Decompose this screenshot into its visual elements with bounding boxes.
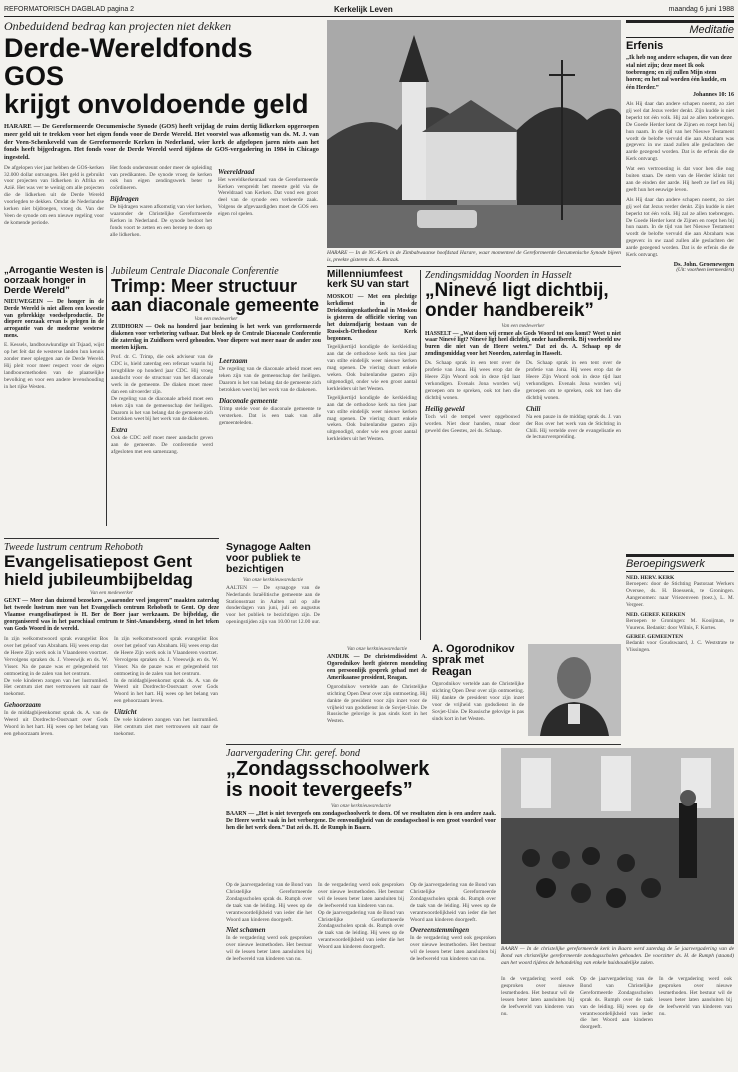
meditation-body: Als Hij daar dan andere schapen noemt, zo ziet gij wel dat Jezus verder denkt. Zijn kudde is niet beperkt tot één volk. Hij zal ze allen toebrengen. De Goede Herder kent de Zijnen en roept hen bij hun naam. In de tijd van het Nieuwe Testament wordt de belofte vervuld die aan Abraham was gegeven: in uw zaad zullen alle geslachten der aarde gezegend worden. Dat is de erfenis die de Kerk ontvangt. <box>626 101 734 163</box>
article-headline: „Arrogantie Westen is oorzaak honger in Derde Wereld” <box>4 265 104 296</box>
body-text: In zijn welkomstwoord sprak evangelist Bos over het geloof van Abraham. Hij wees erop dat de Heere Zijn werk ook in Vlaanderen voortzet. Vervolgens spraken ds. J. Vreeswijk en ds. W. Visser. Na de pauze was er gelegenheid tot ontmoeting in de zalen van het centrum. <box>4 636 108 677</box>
article-headline <box>226 759 496 801</box>
article-columns <box>425 360 621 441</box>
headline-line-2: hield jubileumbijbeldag <box>4 569 193 589</box>
meditation-title: Erfenis <box>626 40 664 52</box>
body-column: Op de jaarvergadering van de Bond van Christelijke Gereformeerde Zondagsscholen sprak ds. Rumph over de taak van de leiding. Hij wees op de verantwoordelijkheid van ieder die het Woord aan kinderen doorgeeft. <box>580 976 653 1031</box>
body-text: De regeling van de diaconale arbeid moet een teken zijn van de gemeenschap der heiligen. Daarom is het van belang dat de gemeente zich betrokken weet bij het werk van de diakenen. <box>219 366 321 393</box>
article-lead: GENT — Meer dan duizend bezoekers „waaronder veel jongeren” maakten zaterdag het tweede lustrum mee van het Evangelisch centrum Rehoboth te Gent. Op deze Vlaamse evangelisatiepost is H. Ber de Boer jaar werkzaam. De bijbeldag, die georganiseerd was in het parochiaal centrum te Sint-Amandsberg, stond in het teken van Gods Woord in de wereld. <box>4 598 219 633</box>
subheading: Bijdragen <box>110 195 139 204</box>
article-lead: BAARN — „Het is niet tevergeefs om zondagsschoolwerk te doen. Of we resultaten zien is een andere zaak. De Heere werkt vaak in het verborgene. De eenvoudigheid van de zondagsschool is een groot voordeel voor hen die het werk doen.” Dat zei ds. H. de Rumph in Baarn. <box>226 810 496 831</box>
article-headline: Synagoge Aalten voor publiek te bezichtigen <box>226 541 311 575</box>
church-photo <box>327 20 621 248</box>
body-text: Ook de CDC zelf moet meer aandacht geven aan de gemeente. De conferentie werd afgesloten met een samenzang. <box>111 435 213 456</box>
article-lead: HASSELT — „Wat doen wij ermee als Gods Woord tot ons komt? Weet u niet waar Ninevé ligt? Ninevé ligt heel dichtbij, onder handbereik. Bij voorbeeld uw buren die niet van de Heere weten.” Dat zei ds. A. Schaap op de zendingsmiddag voor het Noorden, zaterdag in Hasselt. <box>425 330 621 358</box>
article-lead: MOSKOU — Met een plechtige kerkdienst in de Driekoningenkathedraal in Moskou is gisteren de officiële viering van het duizendjarig bestaan van de Russisch-Orthodoxe Kerk begonnen. <box>327 293 417 342</box>
church-photo-caption: HARARE — In de NG-Kerk in de Zimbabwaanse hoofdstad Harare, waar momenteel de Gereformeerde Oecumenische Synode bijeen is, preekte gisteren ds. A. Bonzak. <box>327 250 621 263</box>
meditation-section-title: Meditatie <box>626 20 734 38</box>
article-kicker: Tweede lustrum centrum Rehoboth <box>4 542 143 553</box>
church-heading: NED. GEREF. KERKEN <box>626 611 686 618</box>
body-column <box>219 354 321 456</box>
body-column: De afgelopen vier jaar hebben de GOS-kerken 32.000 dollar ontvangen. Het geld is gebruikt voor projecten van lidkerken in Afrika en Azië. Het was ver te weinig om alle projecten die de lidkerken uit de Derde Wereld voorlegden te dekken. Omdat de Nederlandse kerken niet bijdroegen, vroeg ds. Van der Veen de synode om een nieuwe regeling voor de komende periode. <box>4 164 104 226</box>
article-body: E. Kessels, landbouwkundige uit Tsjaad, wijst op het feit dat de westerse landen hun kennis zonder meer opleggen aan de Derde Wereld. Hij pleit voor meer respect voor de eigen landbouwmethoden van de plaatselijke bevolking en voor een andere levenshouding in het rijke Westen. <box>4 342 104 390</box>
newspaper-page <box>4 4 734 1064</box>
meditation-body: Wat een vertroosting is dat voor hen die nog buiten staan. De stem van de Herder klinkt tot aan de einden der aarde. Hij heeft ze lief en Hij geeft hun het eeuwige leven. <box>626 166 734 193</box>
subheading: Weereldraad <box>218 167 255 176</box>
article-body: Tegelijkertijd kondigde de kerkleiding aan dat de orthodoxe kerk na tien jaar van stilte eindelijk weer nieuwe kerken mag openen. De viering duurt enkele weken. Ook buitenlandse gasten zijn uitgenodigd, onder wie een groot aantal kerkleiders uit het Westen. <box>327 394 417 443</box>
body-text: In de vergadering werd ook gesproken over nieuwe lesmethoden. Het bestuur wil de lessen beter laten aansluiten bij de leefwereld van kinderen van nu. <box>226 935 312 963</box>
subheading: Heilig geweld <box>425 404 465 413</box>
body-column: In de vergadering werd ook gesproken over nieuwe lesmethoden. Het bestuur wil de lessen beter laten aansluiten bij de leefwereld van kinderen van nu. <box>501 976 574 1017</box>
body-column <box>226 882 312 1062</box>
article-lead: HARARE — De Gereformeerde Oecumenische Synode (GOS) heeft vrijdag de ruim dertig lidkerken opgeroepen meer geld uit te trekken voor het eigen fonds voor de Derde Wereld. Het voorstel was afkomstig van ds. M. J. van der Veen-Schenkeveld van de Gereformeerde Kerken in Nederland, wier kerk de afgelopen jaren niets aan het fonds heeft bijgedragen. Het fonds voor de Derde Wereld werd tijdens de GOS-vergadering in 1984 in Chicago ingesteld. <box>4 123 319 161</box>
article-ogorodnikov-lead <box>327 644 427 754</box>
portrait-illustration <box>528 644 621 736</box>
paper-name: REFORMATORISCH DAGBLAD pagina 2 <box>4 6 135 13</box>
body-text: In de vergadering werd ook gesproken over nieuwe lesmethoden. Het bestuur wil de lessen beter laten aansluiten bij de leefwereld van kinderen van nu. <box>410 935 496 963</box>
headline-line-1: „Ninevé ligt dichtbij, <box>425 280 609 301</box>
meditation-body: Als Hij daar dan andere schapen noemt, zo ziet gij wel dat Jezus verder denkt. Zijn kudde is niet beperkt tot één volk. Hij zal ze allen toebrengen. De Goede Herder kent de Zijnen en roept hen bij hun naam. In de tijd van het Nieuwe Testament wordt de belofte vervuld die aan Abraham was gegeven: in uw zaad zullen alle geslachten der aarde gezegend worden. Dat is de erfenis die de Kerk ontvangt. <box>626 196 734 259</box>
body-text: Trimp stelde voor de diaconale gemeente te versterken. Dat is een taak van alle gemeenteleden. <box>219 405 321 426</box>
meeting-photo <box>501 748 734 944</box>
article-kicker: Jaarvergadering Chr. geref. bond <box>226 748 360 759</box>
article-nineve <box>425 270 621 640</box>
article-body: Ogorodnikov vertelde aan de Christelijke stichting Open Deur over zijn ontmoeting. Hij dankte de president voor zijn inzet voor de vrijheid van godsdienst in de Sovjet-Unie. De Russische gelovige is pas sinds kort in het Westen. <box>432 681 524 722</box>
body-column <box>4 636 108 738</box>
article-headline: Millenniumfeest kerk SU van start <box>327 269 409 291</box>
article-lead: ZUIDHORN — Ook na honderd jaar beziening is het werk van gereformeerde diakenen voor verbetering vatbaar. Dat bleek op de Centrale Diaconale Conferentie die zaterdag in Zuidhorn werd gehouden. Voor diepere wat meer naar de ander zou moeten kijken. <box>111 324 321 352</box>
article-headline <box>4 34 319 118</box>
church-heading: NED. HERV. KERK <box>626 575 675 581</box>
article-kicker: Zendingsmiddag Noorden in Hasselt <box>425 270 572 281</box>
article-lead: ANDIJK — De christendissident A. Ogorodnikov heeft gisteren mondeling een persoonlijk gesprek gehad met de Amerikaanse president, Reagan. <box>327 654 427 681</box>
page-header <box>4 4 734 17</box>
meditation-author-place: (Uit: voorheen leermeesters) <box>676 267 734 273</box>
article-baarn-head <box>226 748 496 878</box>
article-byline: Van een medewerker <box>90 590 133 597</box>
body-text: In de middagbijeenkomst sprak ds. A. van de Weerd uit Dordrecht-Oostvaart over Gods Woord in het hart. Hij wees op het belang van een gehoorzaam leven. <box>4 710 108 737</box>
article-columns <box>4 165 319 239</box>
article-lead: NIEUWEGEIN — De honger in de Derde Wereld is niet alleen een kwestie van gebrekkige voedselproductie. De diepere oorzaak ervan is gelegen in de arrogantie van de moderne westerse mens. <box>4 298 104 340</box>
subheading: Chili <box>526 404 541 413</box>
body-text: Prof. dr. C. Trimp, die ook adviseur van de CDC is, hield zaterdag een referaat waarin hij terugblikte op honderd jaar CDC. Hij vroeg aandacht voor de structuur van het diaconale werk in de gemeente. De diaken moet meer dan een uitvoerder zijn. <box>111 354 213 395</box>
article-gent <box>4 542 219 1057</box>
headline-line-1: Derde-Wereldfonds GOS <box>4 33 253 92</box>
body-text: Ds. Schaap sprak in een tent over de profetie van Jona. Hij wees erop dat de Heere Zijn Woord ook in deze tijd laat verkondigen. Evenals Jona worden wij geroepen om te spreken, ook tot hen die dichtbij wonen. <box>425 360 520 401</box>
headline-line-1: Trimp: Meer structuur <box>111 276 298 296</box>
article-headline <box>425 281 621 321</box>
body-text: Het fonds ondersteunt onder meer de opleiding van predikanten. De synode vroeg de kerken ook hun eigen zendingswerk beter te coördineren. <box>110 164 212 192</box>
article-byline: Van een medewerker <box>194 316 238 323</box>
article-millennium <box>327 270 417 640</box>
beroepingswerk-box <box>626 554 734 674</box>
article-body: AALTEN — De synagoge van de Nederlands Israëlitische gemeente aan de Stationsstraat in Aalten zal op alle donderdagen van juni, juli en augustus voor het publiek te bezichtigen zijn. De openingstijden zijn van 10.00 tot 12.00 uur. <box>226 584 320 626</box>
article-byline: Van onze kerknieuwsredactie <box>242 576 304 583</box>
article-byline: Van een medewerker <box>501 322 545 329</box>
body-text: Na een pauze in de middag sprak ds. J. van der Ros over het werk van de Stichting in Chili. Hij vertelde over de evangelisatie en de lectuurverspreiding. <box>526 413 621 441</box>
article-headline: A. Ogorodnikov sprak met Reagan <box>432 643 515 678</box>
body-column <box>218 165 318 239</box>
body-text: Op de jaarvergadering van de Bond van Christelijke Gereformeerde Zondagsscholen sprak ds. Rumph over de taak van de leiding. Hij wees op de verantwoordelijkheid van ieder die het Woord aan kinderen doorgeeft. <box>410 882 496 923</box>
body-text: De bijdragen waren afkomstig van vier kerken, waaronder de Christelijke Gereformeerde Kerken in Nederland. De synode besloot het fonds voort te zetten en een beroep te doen op alle lidkerken. <box>110 204 212 238</box>
church-heading: GEREF. GEMEENTEN <box>626 634 683 641</box>
body-column <box>110 165 212 239</box>
body-text: Op de jaarvergadering van de Bond van Christelijke Gereformeerde Zondagsscholen sprak ds. Rumph over de taak van de leiding. Hij wees op de verantwoordelijkheid van ieder die het Woord aan kinderen doorgeeft. <box>318 909 404 951</box>
article-kicker: Onbeduidend bedrag kan projecten niet dekken <box>4 19 232 33</box>
body-text: Ds. Schaap sprak in een tent over de profetie van Jona. Hij wees erop dat de Heere Zijn Woord ook in deze tijd laat verkondigen. Evenals Jona worden wij geroepen om te spreken, ook tot hen die dichtbij wonen. <box>526 360 621 401</box>
article-aalten <box>226 542 320 722</box>
subheading: Gehoorzaam <box>4 701 41 710</box>
headline-line-2: is nooit tevergeefs” <box>226 778 413 801</box>
headline-line-1: Evangelisatiepost Gent <box>4 552 192 571</box>
headline-line-2: onder handbereik” <box>425 299 594 321</box>
article-gos <box>4 19 319 259</box>
article-body: Tegelijkertijd kondigde de kerkleiding aan dat de orthodoxe kerk na tien jaar van stilte eindelijk weer nieuwe kerken mag openen. De viering duurt enkele weken. Ook buitenlandse gasten zijn uitgenodigd, onder wie een groot aantal kerkleiders uit het Westen. <box>327 344 417 392</box>
body-column <box>318 882 404 1062</box>
body-text: Het wereldkerkenraad van de Gereformeerde Kerken verspreidt het meeste geld via de Wereldraad van Kerken. Dat vond een groot deel van de synode een verkeerde zaak. Volgens de afgevaardigden moet de GOS een eigen rol spelen. <box>218 176 318 218</box>
subheading: Overeenstemmingen <box>410 926 470 935</box>
article-ogorodnikov <box>432 644 524 754</box>
beroepingswerk-title: Beroepingswerk <box>626 554 734 572</box>
subheading: Uitzicht <box>114 708 137 717</box>
article-byline: Van onze kerknieuwsredactie <box>330 802 392 809</box>
meditation-box <box>626 20 734 540</box>
body-column <box>111 354 213 456</box>
article-baarn-body <box>226 882 496 1062</box>
meditation-reference: Johannes 10: 16 <box>692 92 734 98</box>
subheading: Extra <box>111 426 128 435</box>
meeting-photo-caption: BAARN — In de christelijke gereformeerde kerk in Baarn werd zaterdag de 5e jaarvergadering van de Bond van christelijke gereformeerde zondagsscholen gehouden. De voorzitter ds. H. de Rumph (staand) aan het woord tijdens de behandeling van enkele huishoudelijke zaken. <box>501 946 734 966</box>
article-kicker: Jubileum Centrale Diaconale Conferentie <box>111 266 279 277</box>
body-text: In de vergadering werd ook gesproken over nieuwe lesmethoden. Het bestuur wil de lessen beter laten aansluiten bij de leefwereld van kinderen van nu. <box>318 882 404 909</box>
church-text: Bedankt voor Goudswaard, J. C. Weststrate te Vlissingen. <box>626 640 734 654</box>
meeting-illustration <box>501 748 734 944</box>
article-headline <box>111 277 321 314</box>
body-text: De vele kinderen zongen van het lustrumlied. Het centrum ziet met vertrouwen uit naar de toekomst. <box>4 677 108 698</box>
headline-line-2: krijgt onvoldoende geld <box>4 89 309 120</box>
article-arrogantie <box>4 266 104 526</box>
subheading: Niet schamen <box>226 926 266 935</box>
body-text: Toch wil de tempel weer opgebouwd worden. Niet door handen, maar door geweld des Geestes, zei ds. Schaap. <box>425 413 520 434</box>
headline-line-1: „Zondagsschoolwerk <box>226 758 430 780</box>
meditation-author: Ds. John. Groenewegen <box>673 261 734 268</box>
body-column <box>526 360 621 441</box>
page-date: maandag 6 juni 1988 <box>668 6 734 13</box>
church-illustration <box>327 20 621 248</box>
body-text: In de middagbijeenkomst sprak ds. A. van de Weerd uit Dordrecht-Oostvaart over Gods Woord in het hart. Hij wees op het belang van een gehoorzaam leven. <box>114 677 218 705</box>
subheading: Leerzaam <box>219 357 248 366</box>
article-columns <box>111 354 321 456</box>
body-text: Op de jaarvergadering van de Bond van Christelijke Gereformeerde Zondagsscholen sprak ds. Rumph over de taak van de leiding. Hij wees op de verantwoordelijkheid van ieder die het Woord aan kinderen doorgeeft. <box>226 882 312 923</box>
article-columns <box>4 636 219 738</box>
body-column <box>410 882 496 1062</box>
article-body: Ogorodnikov vertelde aan de Christelijke stichting Open Deur over zijn ontmoeting. Hij dankte de president voor zijn inzet voor de vrijheid van godsdienst in de Sovjet-Unie. De Russische gelovige is pas sinds kort in het Westen. <box>327 683 427 725</box>
body-text: De regeling van de diaconale arbeid moet een teken zijn van de gemeenschap der heiligen. Daarom is het van belang dat de gemeente zich betrokken weet bij het werk van de diakenen. <box>111 395 213 423</box>
subheading: Diaconale gemeente <box>219 396 278 405</box>
article-headline <box>4 553 219 588</box>
body-column <box>425 360 520 441</box>
meditation-quote: „Ik heb nog andere schapen, die van deze stal niet zijn; deze moet Ik ook toebrengen; en zij zullen Mijn stem horen; en het zal worden één kudde, en één Herder.” <box>626 55 732 91</box>
article-trimp <box>111 266 321 531</box>
church-text: Beroepen te Groningen: M. Kooijman, te Vuurens. Bedankt: door Wilnis, F. Kortes. <box>626 617 734 631</box>
body-text: In zijn welkomstwoord sprak evangelist Bos over het geloof van Abraham. Hij wees erop dat de Heere Zijn werk ook in Vlaanderen voortzet. Vervolgens spraken ds. J. Vreeswijk en ds. W. Visser. Na de pauze was er gelegenheid tot ontmoeting in de zalen van het centrum. <box>114 636 218 677</box>
reagan-portrait <box>528 644 621 736</box>
body-text: De vele kinderen zongen van het lustrumlied. Het centrum ziet met vertrouwen uit naar de toekomst. <box>114 717 218 737</box>
article-baarn-continued <box>501 976 734 1060</box>
body-column: In de vergadering werd ook gesproken over nieuwe lesmethoden. Het bestuur wil de lessen beter laten aansluiten bij de leefwereld van kinderen van nu. <box>659 976 732 1017</box>
church-text: Beroepen: door de Stichting Pastoraat Werkers Oversee, ds. H. Boessenk, te Groningen. Aangenomen: naar Vriezenveen (toez.), L. M. Vergeer. <box>626 581 734 608</box>
section-name: Kerkelijk Leven <box>334 5 393 14</box>
headline-line-2: aan diaconale gemeente <box>111 294 320 315</box>
article-byline: Van onze kerknieuwsredactie <box>346 646 408 652</box>
body-column <box>114 636 218 738</box>
